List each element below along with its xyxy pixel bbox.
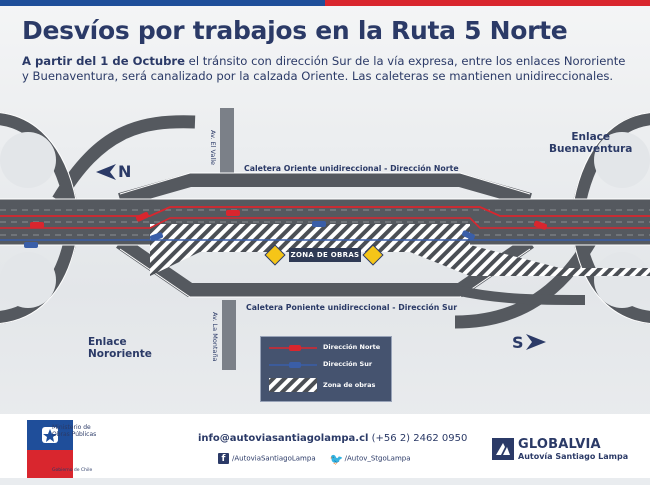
map-legend [260,336,392,402]
legend-norte-label: Dirección Norte [323,343,381,351]
zona-de-obras-sign: ZONA DE OBRAS [289,248,361,262]
enlace-nororiente-line1: Enlace [88,336,127,348]
twitter-icon: 🐦 [329,453,344,466]
av-la-montana-road [222,300,236,370]
compass-north: N [118,162,132,181]
facebook-link[interactable]: /AutoviaSantiagoLampa [232,454,316,463]
facebook-icon: f [218,453,229,464]
flag-stripe [0,0,650,6]
globalvia-brand: GLOBALVIA [518,437,601,452]
enlace-nororiente-line2: Nororiente [88,348,152,360]
north-arrow-icon [96,164,116,180]
twitter-link[interactable]: /Autov_StgoLampa [344,454,411,463]
enlace-buenaventura-line2: Buenaventura [549,143,633,155]
enlace-buenaventura-line1: Enlace [571,131,611,143]
blue-car-icon [289,362,301,368]
caletera-poniente-label: Caletera Poniente unidireccional - Dirección Sur [246,303,458,312]
legend-obras-label: Zona de obras [323,381,376,389]
red-car-icon [289,345,301,351]
page-title: Desvíos por trabajos en la Ruta 5 Norte [22,16,568,45]
intro-text [22,54,634,84]
social-links [218,453,411,464]
av-el-valle-label: Av. El Valle [209,130,217,166]
enlace-nororiente-label [88,336,152,360]
globalvia-logo-icon [492,438,514,460]
intro-date: A partir del 1 de Octubre [22,54,185,68]
intro-body: el tránsito con dirección Sur de la vía expresa, entre los enlaces Nororiente y Buenaventura, será canalizado por la calzada Oriente. Las caleteras se mantienen unidireccionales. [22,54,626,83]
hatch-icon [269,378,317,392]
gobierno-label: Gobierno de Chile [52,468,93,473]
enlace-buenaventura-label [549,131,632,155]
av-el-valle-road [220,108,234,178]
south-arrow-icon [526,334,546,350]
caletera-oriente-label: Caletera Oriente unidireccional - Dirección Norte [244,164,459,173]
phone-number: (+56 2) 2462 0950 [368,433,468,444]
globalvia-subbrand: Autovía Santiago Lampa [518,452,629,461]
contact-line [198,433,467,444]
caletera-oriente-road [120,180,530,200]
email-link[interactable]: info@autoviasantiagolampa.cl [198,433,369,444]
av-la-montana-label: Av. La Montaña [211,312,219,362]
compass-south: S [512,333,524,352]
legend-sur-label: Dirección Sur [323,360,373,368]
ministerio-name: Ministerio de Obras Públicas [52,424,97,438]
